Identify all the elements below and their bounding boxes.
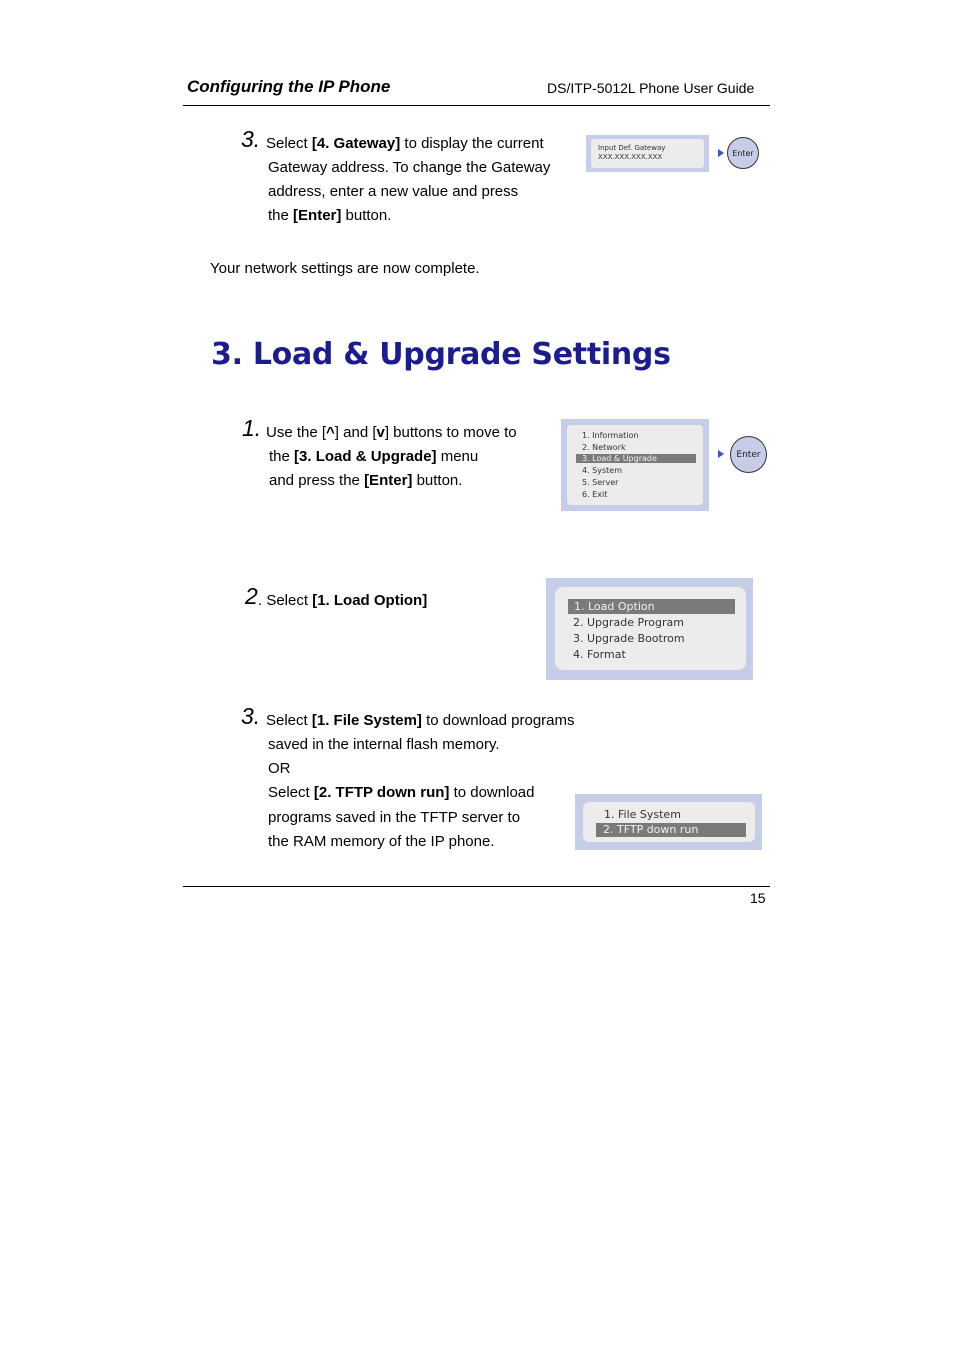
gateway-line-3: address, enter a new value and press: [268, 183, 519, 200]
menu-item: 1. Information: [582, 431, 639, 440]
load-upgrade-lcd: [546, 578, 753, 680]
footer-rule: [183, 886, 770, 887]
complete-text: Your network settings are now complete.: [210, 260, 480, 277]
step-number: 1.: [242, 415, 262, 441]
step3-line-6: the RAM memory of the IP phone.: [268, 833, 495, 850]
main-menu-lcd: [561, 419, 709, 511]
header-rule: [183, 105, 770, 106]
chapter-title: Configuring the IP Phone: [187, 77, 391, 96]
menu-item-selected: 1. Load Option: [568, 599, 735, 614]
step-number: 3.: [241, 126, 261, 152]
step1-line-2: the [3. Load & Upgrade] menu: [269, 448, 479, 465]
step-number: 2: [245, 583, 258, 609]
menu-item: 6. Exit: [582, 490, 608, 499]
step3-line-3: OR: [268, 760, 291, 777]
load-option-lcd: [575, 794, 762, 850]
lcd-line: Input Def. Gateway: [598, 144, 666, 152]
arrow-right-icon: [718, 149, 724, 157]
menu-item: 1. File System: [604, 808, 681, 821]
enter-button-icon: Enter: [727, 137, 759, 169]
menu-item-selected: 2. TFTP down run: [596, 823, 746, 837]
step3-line-2: saved in the internal flash memory.: [268, 736, 500, 753]
gateway-line-1: Select [4. Gateway] to display the current: [266, 135, 544, 152]
step-number: 3.: [241, 703, 261, 729]
step3-line-1: Select [1. File System] to download programs: [266, 712, 575, 729]
menu-item: 4. System: [582, 466, 623, 475]
menu-item-selected: 3. Load & Upgrade: [576, 454, 696, 463]
step2-line: . Select [1. Load Option]: [258, 592, 428, 609]
step1-line-3: and press the [Enter] button.: [269, 472, 463, 489]
arrow-right-icon: [718, 450, 724, 458]
menu-item: 4. Format: [573, 648, 626, 661]
enter-button-icon: Enter: [730, 436, 767, 473]
step3-line-5: programs saved in the TFTP server to: [268, 809, 521, 826]
step1-line-1: Use the [^] and [v] buttons to move to: [266, 424, 517, 441]
menu-item: 2. Upgrade Program: [573, 616, 684, 629]
menu-item: 3. Upgrade Bootrom: [573, 632, 685, 645]
gateway-line-4: the [Enter] button.: [268, 207, 392, 224]
menu-item: 5. Server: [582, 478, 619, 487]
gateway-lcd: [586, 135, 709, 172]
menu-item: 2. Network: [582, 443, 626, 452]
step3-line-4: Select [2. TFTP down run] to download: [268, 784, 535, 801]
section-title: 3. Load & Upgrade Settings: [211, 337, 671, 372]
guide-title: DS/ITP-5012L Phone User Guide: [547, 80, 755, 96]
gateway-line-2: Gateway address. To change the Gateway: [268, 159, 551, 176]
page-number: 15: [750, 890, 766, 906]
lcd-line: XXX.XXX.XXX.XXX: [598, 153, 663, 161]
